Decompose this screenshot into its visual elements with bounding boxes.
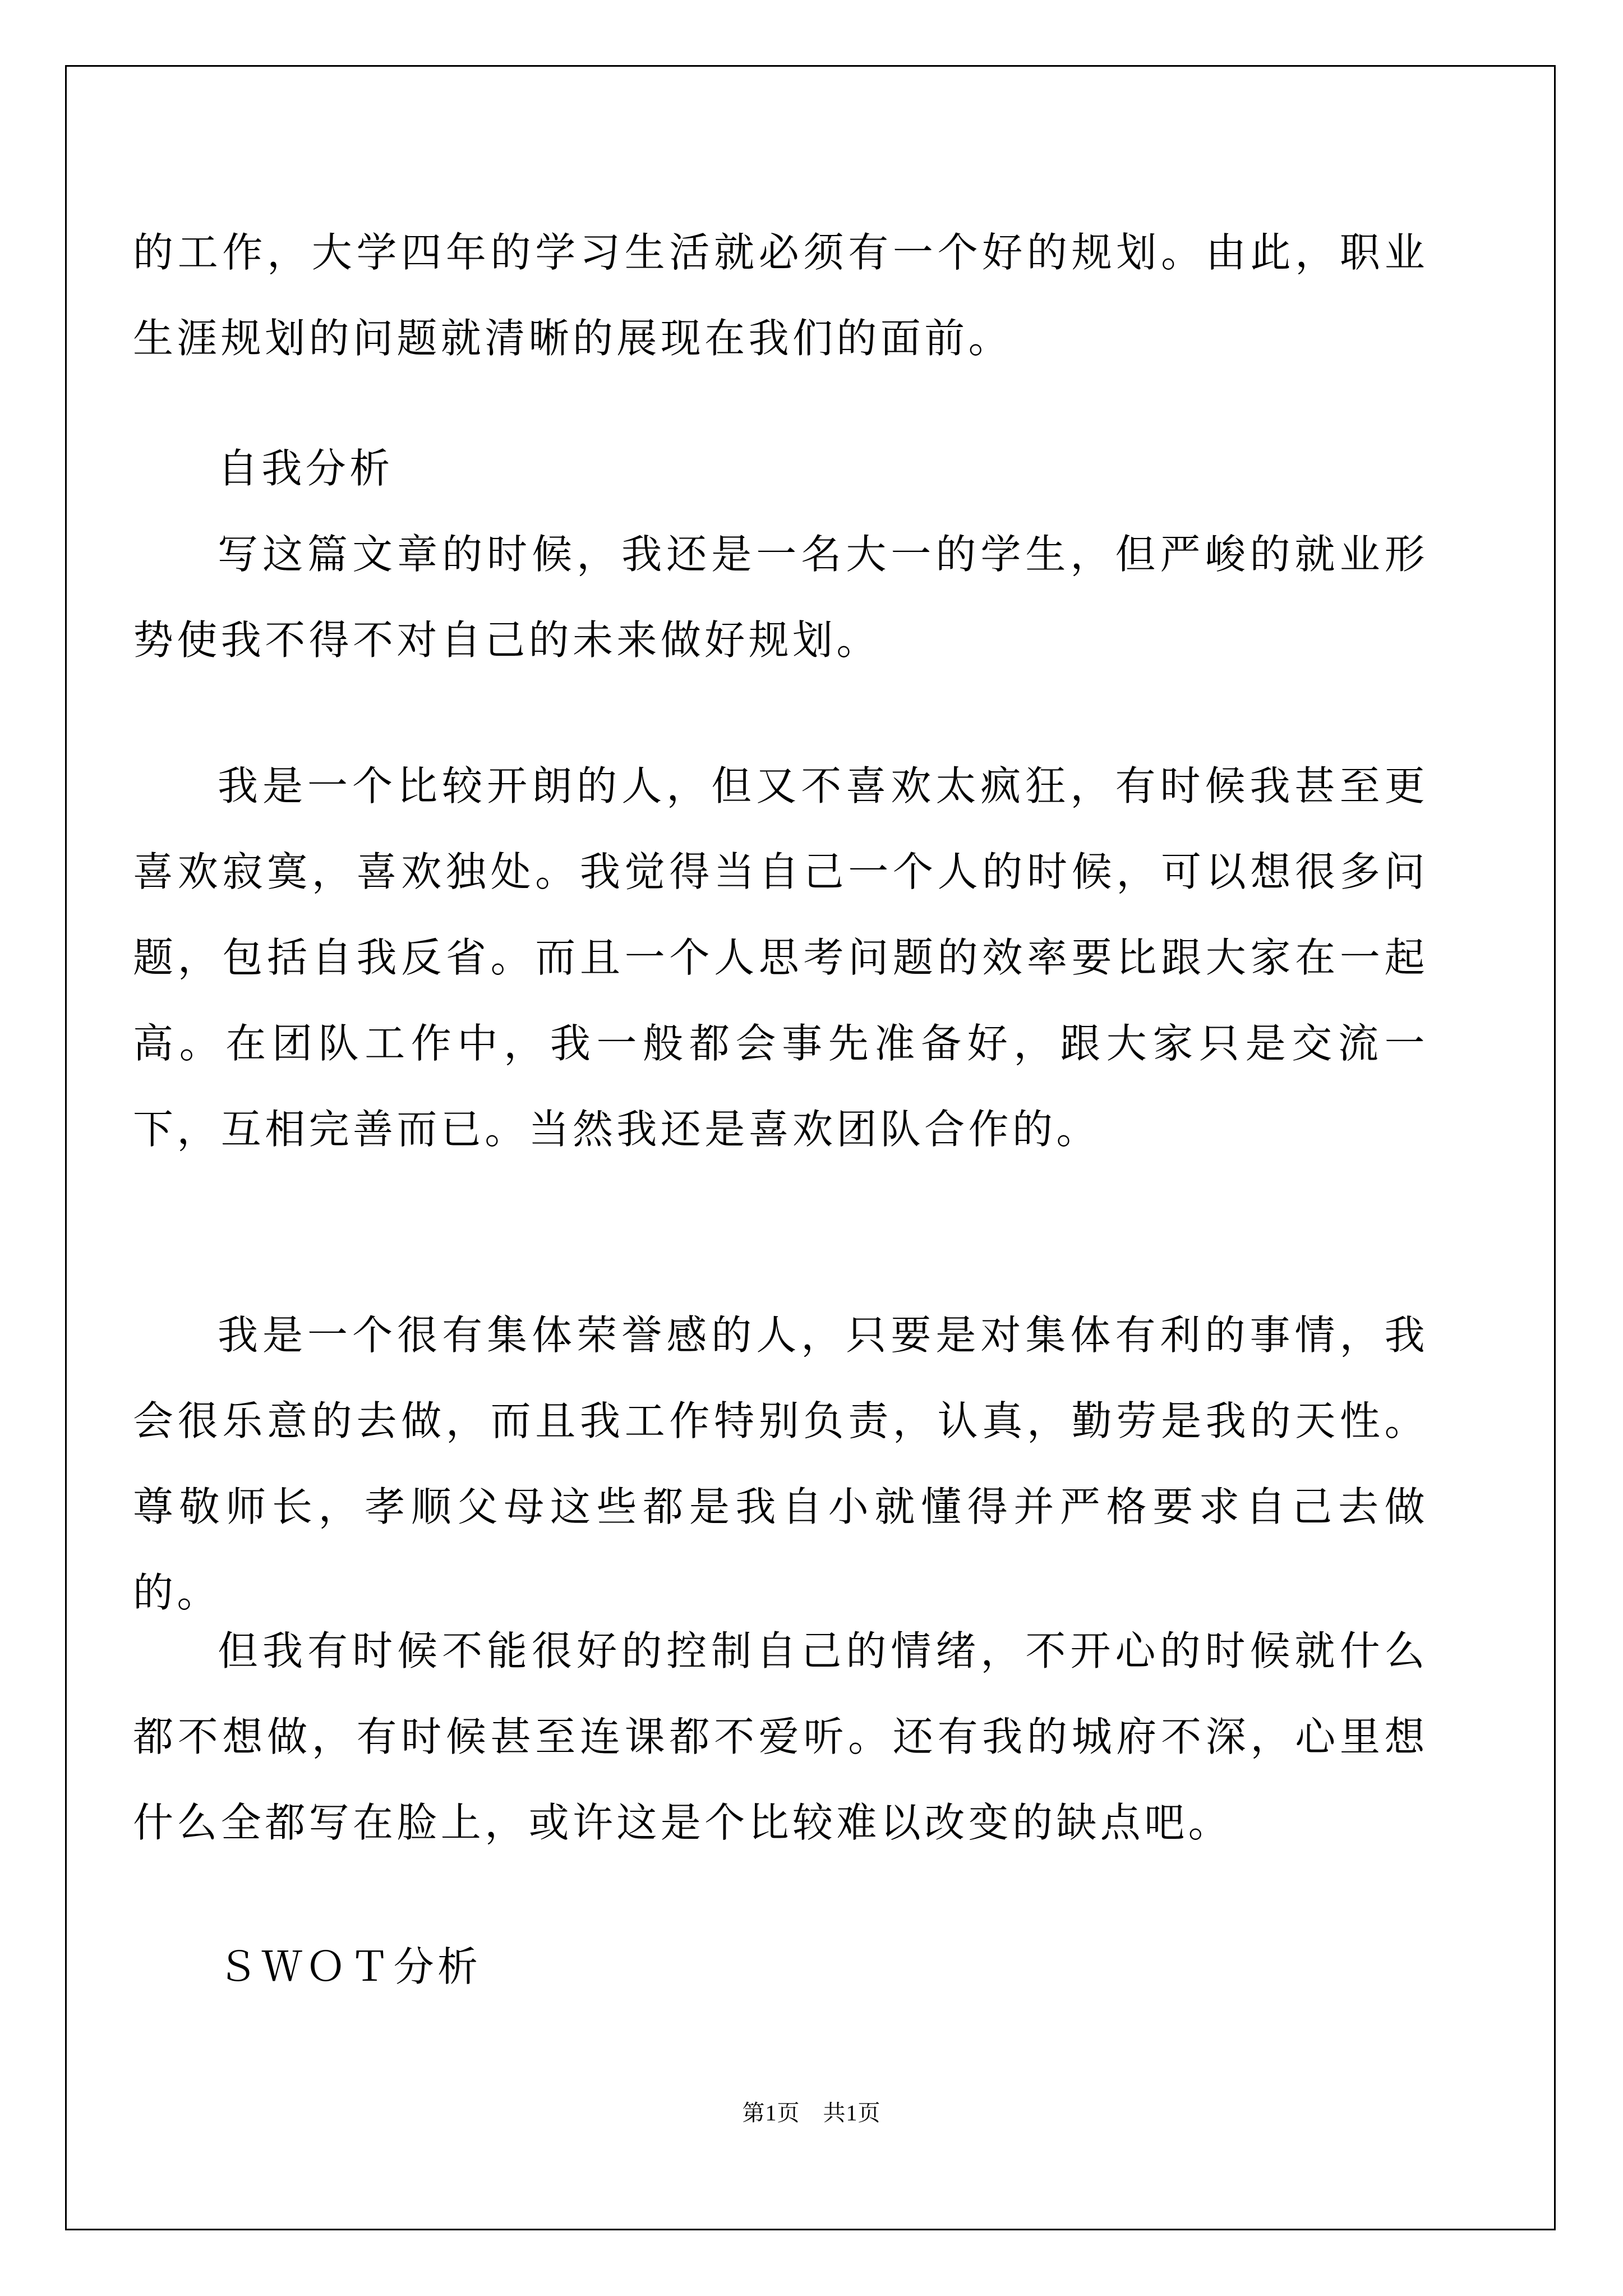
- heading-self-analysis: 自我分析: [218, 445, 394, 492]
- paragraph-continuation: 的工作，大学四年的学习生活就必须有一个好的规划。由此，职业生涯规划的问题就清晰的展现在我们的面前。: [133, 229, 1428, 362]
- paragraph-personality: 我是一个比较开朗的人，但又不喜欢太疯狂，有时候我甚至更喜欢寂寞，喜欢独处。我觉得当自己一个人的时候，可以想很多问题，包括自我反省。而且一个人思考问题的效率要比跟大家在一起高。在团队工作中，我一般都会事先准备好，跟大家只是交流一下，互相完善而已。当然我还是喜欢团队合作的。: [133, 762, 1428, 1153]
- paragraph-collective: 我是一个很有集体荣誉感的人，只要是对集体有利的事情，我会很乐意的去做，而且我工作特别负责，认真，勤劳是我的天性。尊敬师长，孝顺父母这些都是我自小就懂得并严格要求自己去做的。: [133, 1312, 1428, 1616]
- paragraph-weakness: 但我有时候不能很好的控制自己的情绪，不开心的时候就什么都不想做，有时候甚至连课都不爱听。还有我的城府不深，心里想什么全都写在脸上，或许这是个比较难以改变的缺点吧。: [133, 1627, 1428, 1846]
- heading-swot: ＳＷＯＴ分析: [218, 1943, 482, 1990]
- paragraph-intro: 写这篇文章的时候，我还是一名大一的学生，但严峻的就业形势使我不得不对自己的未来做好规划。: [133, 531, 1428, 664]
- page-number-footer: 第1页 共1页: [742, 2100, 881, 2125]
